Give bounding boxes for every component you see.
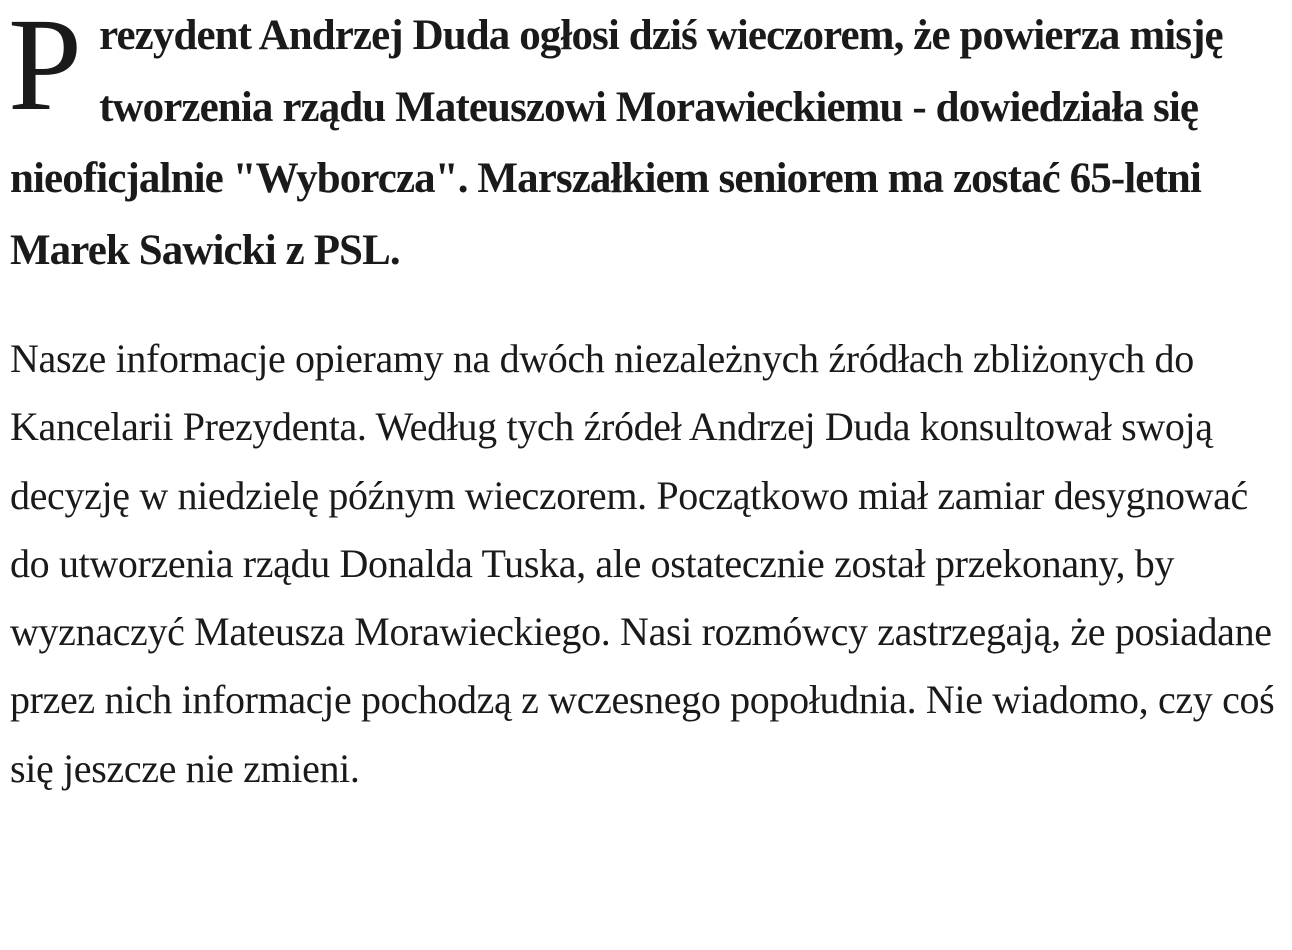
article-body-paragraph: Nasze informacje opieramy na dwóch niezależnych źródłach zbliżonych do Kancelarii Prezydenta. Według tych źródeł Andrzej Duda konsultował swoją decyzję w niedzielę późnym wieczorem. Początkowo miał zamiar desygnować do utworzenia rządu Donalda Tuska, ale ostatecznie został przekonany, by wyznaczyć Mateusza Morawieckiego. Nasi rozmówcy zastrzegają, że posiadane przez nich informacje pochodzą z wczesnego popołudnia. Nie wiadomo, czy coś się jeszcze nie zmieni. [10, 336, 1275, 791]
lead-text: rezydent Andrzej Duda ogłosi dziś wieczorem, że powierza misję tworzenia rządu Mateuszowi Morawieckiemu - dowiedziała się nieoficjalnie "Wyborcza". Marszałkiem seniorem ma zostać 65-letni Marek Sawicki z PSL. [10, 12, 1223, 274]
article-lead [10, 0, 1282, 286]
article [10, 0, 1282, 803]
drop-cap: P [8, 0, 82, 138]
